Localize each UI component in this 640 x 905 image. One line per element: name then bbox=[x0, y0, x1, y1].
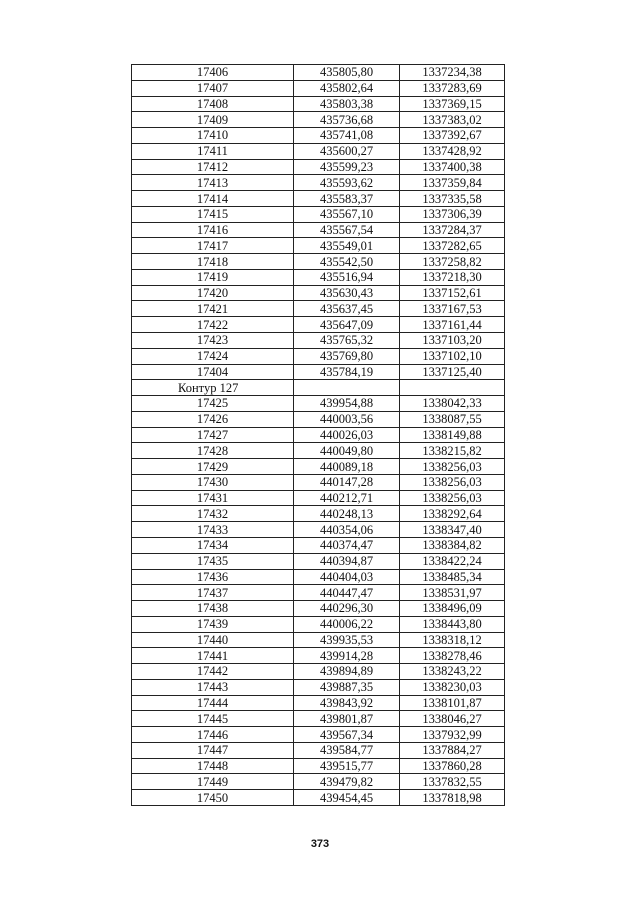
point-id-cell: 17434 bbox=[132, 537, 294, 553]
y-coordinate-cell: 1337282,65 bbox=[400, 238, 505, 254]
contour-header-row bbox=[132, 380, 505, 396]
y-coordinate-cell: 1338318,12 bbox=[400, 632, 505, 648]
y-coordinate-cell: 1338422,24 bbox=[400, 553, 505, 569]
point-id-cell: 17444 bbox=[132, 695, 294, 711]
point-id-cell: 17424 bbox=[132, 348, 294, 364]
y-coordinate-cell: 1338485,34 bbox=[400, 569, 505, 585]
y-coordinate-cell: 1337152,61 bbox=[400, 285, 505, 301]
point-id-cell: 17409 bbox=[132, 112, 294, 128]
point-id-cell: 17425 bbox=[132, 396, 294, 412]
x-coordinate-cell: 439801,87 bbox=[294, 711, 400, 727]
x-coordinate-cell: 439914,28 bbox=[294, 648, 400, 664]
x-coordinate-cell: 440447,47 bbox=[294, 585, 400, 601]
x-coordinate-cell: 435567,54 bbox=[294, 222, 400, 238]
point-id-cell: 17450 bbox=[132, 790, 294, 806]
y-coordinate-cell: 1338215,82 bbox=[400, 443, 505, 459]
y-coordinate-cell: 1337167,53 bbox=[400, 301, 505, 317]
y-coordinate-cell: 1338230,03 bbox=[400, 679, 505, 695]
table-row bbox=[132, 317, 505, 333]
point-id-cell: 17441 bbox=[132, 648, 294, 664]
table-row bbox=[132, 758, 505, 774]
point-id-cell: 17415 bbox=[132, 206, 294, 222]
y-coordinate-cell: 1337258,82 bbox=[400, 254, 505, 270]
x-coordinate-cell: 440394,87 bbox=[294, 553, 400, 569]
table-row bbox=[132, 522, 505, 538]
point-id-cell: 17432 bbox=[132, 506, 294, 522]
table-row bbox=[132, 364, 505, 380]
y-coordinate-cell: 1337884,27 bbox=[400, 742, 505, 758]
point-id-cell: 17431 bbox=[132, 490, 294, 506]
point-id-cell: 17406 bbox=[132, 65, 294, 81]
x-coordinate-cell: 440404,03 bbox=[294, 569, 400, 585]
table-row bbox=[132, 459, 505, 475]
y-coordinate-cell: 1338443,80 bbox=[400, 616, 505, 632]
point-id-cell: 17445 bbox=[132, 711, 294, 727]
table-row bbox=[132, 774, 505, 790]
x-coordinate-cell: 440374,47 bbox=[294, 537, 400, 553]
table-row bbox=[132, 333, 505, 349]
page-number: 373 bbox=[310, 838, 330, 850]
table-row bbox=[132, 506, 505, 522]
table-row bbox=[132, 301, 505, 317]
y-coordinate-cell: 1338384,82 bbox=[400, 537, 505, 553]
table-row bbox=[132, 742, 505, 758]
y-coordinate-cell: 1337860,28 bbox=[400, 758, 505, 774]
table-row bbox=[132, 348, 505, 364]
table-row bbox=[132, 80, 505, 96]
table-row bbox=[132, 537, 505, 553]
point-id-cell: 17414 bbox=[132, 191, 294, 207]
contour-label: Контур 127 bbox=[132, 380, 294, 396]
point-id-cell: 17449 bbox=[132, 774, 294, 790]
table-row bbox=[132, 159, 505, 175]
x-coordinate-cell: 440049,80 bbox=[294, 443, 400, 459]
coordinates-table-body bbox=[132, 65, 505, 806]
point-id-cell: 17429 bbox=[132, 459, 294, 475]
x-coordinate-cell: 435769,80 bbox=[294, 348, 400, 364]
table-row bbox=[132, 585, 505, 601]
table-row bbox=[132, 65, 505, 81]
point-id-cell: 17413 bbox=[132, 175, 294, 191]
x-coordinate-cell: 440003,56 bbox=[294, 411, 400, 427]
y-coordinate-cell: 1337383,02 bbox=[400, 112, 505, 128]
point-id-cell: 17433 bbox=[132, 522, 294, 538]
y-coordinate-cell: 1337369,15 bbox=[400, 96, 505, 112]
table-row bbox=[132, 679, 505, 695]
table-row bbox=[132, 112, 505, 128]
point-id-cell: 17437 bbox=[132, 585, 294, 601]
y-coordinate-cell: 1337125,40 bbox=[400, 364, 505, 380]
x-coordinate-cell: 439515,77 bbox=[294, 758, 400, 774]
x-coordinate-cell: 435516,94 bbox=[294, 269, 400, 285]
y-coordinate-cell: 1337818,98 bbox=[400, 790, 505, 806]
x-coordinate-cell: 435802,64 bbox=[294, 80, 400, 96]
y-coordinate-cell: 1338087,55 bbox=[400, 411, 505, 427]
y-coordinate-cell: 1338101,87 bbox=[400, 695, 505, 711]
point-id-cell: 17412 bbox=[132, 159, 294, 175]
y-coordinate-cell: 1337306,39 bbox=[400, 206, 505, 222]
y-coordinate-cell: 1338292,64 bbox=[400, 506, 505, 522]
table-row bbox=[132, 191, 505, 207]
table-row bbox=[132, 569, 505, 585]
y-coordinate-cell: 1338256,03 bbox=[400, 459, 505, 475]
point-id-cell: 17446 bbox=[132, 727, 294, 743]
point-id-cell: 17430 bbox=[132, 474, 294, 490]
point-id-cell: 17416 bbox=[132, 222, 294, 238]
point-id-cell: 17422 bbox=[132, 317, 294, 333]
point-id-cell: 17428 bbox=[132, 443, 294, 459]
y-coordinate-cell: 1337335,58 bbox=[400, 191, 505, 207]
y-coordinate-cell: 1338278,46 bbox=[400, 648, 505, 664]
x-coordinate-cell: 439887,35 bbox=[294, 679, 400, 695]
table-row bbox=[132, 443, 505, 459]
table-row bbox=[132, 553, 505, 569]
point-id-cell: 17427 bbox=[132, 427, 294, 443]
y-coordinate-cell: 1338046,27 bbox=[400, 711, 505, 727]
point-id-cell: 17421 bbox=[132, 301, 294, 317]
table-row bbox=[132, 490, 505, 506]
coordinates-table bbox=[131, 64, 505, 806]
x-coordinate-cell: 435736,68 bbox=[294, 112, 400, 128]
y-coordinate-cell: 1338256,03 bbox=[400, 490, 505, 506]
table-row bbox=[132, 206, 505, 222]
x-coordinate-cell: 440212,71 bbox=[294, 490, 400, 506]
x-coordinate-cell: 440354,06 bbox=[294, 522, 400, 538]
table-row bbox=[132, 790, 505, 806]
x-coordinate-cell: 435803,38 bbox=[294, 96, 400, 112]
y-coordinate-cell: 1338531,97 bbox=[400, 585, 505, 601]
y-coordinate-cell: 1337428,92 bbox=[400, 143, 505, 159]
x-coordinate-cell: 439479,82 bbox=[294, 774, 400, 790]
x-coordinate-cell: 440248,13 bbox=[294, 506, 400, 522]
table-row bbox=[132, 411, 505, 427]
contour-empty-cell-y bbox=[400, 380, 505, 396]
point-id-cell: 17436 bbox=[132, 569, 294, 585]
point-id-cell: 17410 bbox=[132, 128, 294, 144]
y-coordinate-cell: 1337359,84 bbox=[400, 175, 505, 191]
x-coordinate-cell: 435637,45 bbox=[294, 301, 400, 317]
x-coordinate-cell: 435765,32 bbox=[294, 333, 400, 349]
y-coordinate-cell: 1338042,33 bbox=[400, 396, 505, 412]
y-coordinate-cell: 1338149,88 bbox=[400, 427, 505, 443]
x-coordinate-cell: 440006,22 bbox=[294, 616, 400, 632]
table-row bbox=[132, 648, 505, 664]
table-row bbox=[132, 664, 505, 680]
y-coordinate-cell: 1337392,67 bbox=[400, 128, 505, 144]
y-coordinate-cell: 1337102,10 bbox=[400, 348, 505, 364]
y-coordinate-cell: 1337832,55 bbox=[400, 774, 505, 790]
point-id-cell: 17418 bbox=[132, 254, 294, 270]
point-id-cell: 17442 bbox=[132, 664, 294, 680]
x-coordinate-cell: 439567,34 bbox=[294, 727, 400, 743]
point-id-cell: 17417 bbox=[132, 238, 294, 254]
y-coordinate-cell: 1338243,22 bbox=[400, 664, 505, 680]
table-row bbox=[132, 254, 505, 270]
table-row bbox=[132, 632, 505, 648]
point-id-cell: 17411 bbox=[132, 143, 294, 159]
y-coordinate-cell: 1337161,44 bbox=[400, 317, 505, 333]
y-coordinate-cell: 1338256,03 bbox=[400, 474, 505, 490]
x-coordinate-cell: 439843,92 bbox=[294, 695, 400, 711]
table-row bbox=[132, 175, 505, 191]
y-coordinate-cell: 1337234,38 bbox=[400, 65, 505, 81]
point-id-cell: 17404 bbox=[132, 364, 294, 380]
y-coordinate-cell: 1338496,09 bbox=[400, 601, 505, 617]
table-row bbox=[132, 427, 505, 443]
x-coordinate-cell: 435600,27 bbox=[294, 143, 400, 159]
x-coordinate-cell: 435647,09 bbox=[294, 317, 400, 333]
y-coordinate-cell: 1337218,30 bbox=[400, 269, 505, 285]
point-id-cell: 17419 bbox=[132, 269, 294, 285]
table-row bbox=[132, 695, 505, 711]
x-coordinate-cell: 439454,45 bbox=[294, 790, 400, 806]
table-row bbox=[132, 474, 505, 490]
table-row bbox=[132, 601, 505, 617]
y-coordinate-cell: 1337283,69 bbox=[400, 80, 505, 96]
y-coordinate-cell: 1337103,20 bbox=[400, 333, 505, 349]
table-row bbox=[132, 269, 505, 285]
point-id-cell: 17447 bbox=[132, 742, 294, 758]
x-coordinate-cell: 435630,43 bbox=[294, 285, 400, 301]
contour-empty-cell-x bbox=[294, 380, 400, 396]
x-coordinate-cell: 435583,37 bbox=[294, 191, 400, 207]
point-id-cell: 17408 bbox=[132, 96, 294, 112]
point-id-cell: 17439 bbox=[132, 616, 294, 632]
x-coordinate-cell: 439954,88 bbox=[294, 396, 400, 412]
point-id-cell: 17420 bbox=[132, 285, 294, 301]
y-coordinate-cell: 1338347,40 bbox=[400, 522, 505, 538]
table-row bbox=[132, 222, 505, 238]
x-coordinate-cell: 435599,23 bbox=[294, 159, 400, 175]
x-coordinate-cell: 440089,18 bbox=[294, 459, 400, 475]
point-id-cell: 17443 bbox=[132, 679, 294, 695]
x-coordinate-cell: 435549,01 bbox=[294, 238, 400, 254]
x-coordinate-cell: 435593,62 bbox=[294, 175, 400, 191]
point-id-cell: 17448 bbox=[132, 758, 294, 774]
table-row bbox=[132, 128, 505, 144]
x-coordinate-cell: 439894,89 bbox=[294, 664, 400, 680]
table-row bbox=[132, 396, 505, 412]
point-id-cell: 17438 bbox=[132, 601, 294, 617]
y-coordinate-cell: 1337284,37 bbox=[400, 222, 505, 238]
x-coordinate-cell: 435741,08 bbox=[294, 128, 400, 144]
table-row bbox=[132, 96, 505, 112]
x-coordinate-cell: 435567,10 bbox=[294, 206, 400, 222]
point-id-cell: 17407 bbox=[132, 80, 294, 96]
table-row bbox=[132, 616, 505, 632]
x-coordinate-cell: 435542,50 bbox=[294, 254, 400, 270]
x-coordinate-cell: 435784,19 bbox=[294, 364, 400, 380]
point-id-cell: 17435 bbox=[132, 553, 294, 569]
x-coordinate-cell: 439935,53 bbox=[294, 632, 400, 648]
point-id-cell: 17423 bbox=[132, 333, 294, 349]
table-row bbox=[132, 143, 505, 159]
y-coordinate-cell: 1337400,38 bbox=[400, 159, 505, 175]
table-row bbox=[132, 711, 505, 727]
point-id-cell: 17440 bbox=[132, 632, 294, 648]
x-coordinate-cell: 435805,80 bbox=[294, 65, 400, 81]
point-id-cell: 17426 bbox=[132, 411, 294, 427]
table-row bbox=[132, 285, 505, 301]
x-coordinate-cell: 440147,28 bbox=[294, 474, 400, 490]
y-coordinate-cell: 1337932,99 bbox=[400, 727, 505, 743]
x-coordinate-cell: 440296,30 bbox=[294, 601, 400, 617]
table-row bbox=[132, 238, 505, 254]
x-coordinate-cell: 440026,03 bbox=[294, 427, 400, 443]
x-coordinate-cell: 439584,77 bbox=[294, 742, 400, 758]
table-row bbox=[132, 727, 505, 743]
